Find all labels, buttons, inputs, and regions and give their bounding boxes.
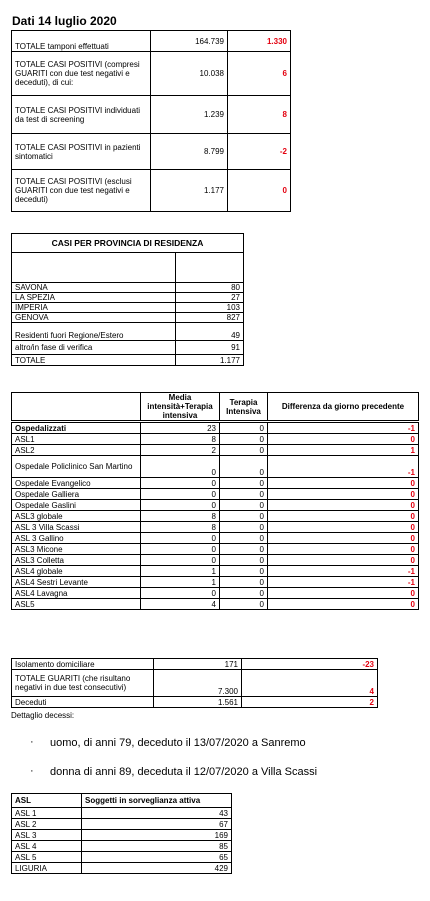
table-row bbox=[12, 697, 378, 708]
deaths-heading: Dettaglio decessi: bbox=[11, 711, 75, 720]
hospital-media: 0 bbox=[141, 544, 220, 555]
hospital-diff: 0 bbox=[268, 522, 419, 533]
province-label: Residenti fuori Regione/Estero bbox=[12, 323, 176, 341]
hospital-diff: 0 bbox=[268, 588, 419, 599]
summary-value: 8.799 bbox=[151, 134, 228, 170]
summary-label: TOTALE CASI POSITIVI (compresi GUARITI con due test negativi e deceduti), di cui: bbox=[12, 52, 151, 96]
hospital-table bbox=[11, 392, 419, 421]
table-row bbox=[12, 293, 244, 303]
hospital-diff: 0 bbox=[268, 533, 419, 544]
status-value: 171 bbox=[154, 659, 242, 670]
hospital-diff: 0 bbox=[268, 599, 419, 610]
hospital-media: 1 bbox=[141, 566, 220, 577]
page-title: Dati 14 luglio 2020 bbox=[12, 14, 117, 28]
header-media: Media intensità+Terapia intensiva bbox=[141, 393, 220, 421]
table-row bbox=[12, 577, 419, 588]
hospital-label: ASL3 Micone bbox=[12, 544, 141, 555]
status-label: TOTALE GUARITI (che risultano negativi in due test consecutivi) bbox=[12, 670, 154, 697]
hospital-media: 0 bbox=[141, 489, 220, 500]
hospital-ti: 0 bbox=[220, 555, 268, 566]
province-value: 827 bbox=[176, 313, 244, 323]
table-row bbox=[12, 841, 232, 852]
hospital-media: 0 bbox=[141, 533, 220, 544]
table-row bbox=[12, 393, 419, 421]
asl-label: ASL 4 bbox=[12, 841, 82, 852]
hospital-ti: 0 bbox=[220, 456, 268, 478]
status-label: Isolamento domiciliare bbox=[12, 659, 154, 670]
hospital-label: ASL 3 Gallino bbox=[12, 533, 141, 544]
hospital-diff: -1 bbox=[268, 456, 419, 478]
hospital-media: 4 bbox=[141, 599, 220, 610]
table-row bbox=[12, 303, 244, 313]
table-row bbox=[12, 170, 291, 212]
table-row bbox=[12, 96, 291, 134]
summary-value: 1.239 bbox=[151, 96, 228, 134]
province-label: LA SPEZIA bbox=[12, 293, 176, 303]
summary-diff: -2 bbox=[228, 134, 291, 170]
hospital-label: Ospedale Policlinico San Martino bbox=[12, 456, 141, 478]
table-row bbox=[12, 819, 232, 830]
table-row bbox=[12, 852, 232, 863]
hospital-ti: 0 bbox=[220, 500, 268, 511]
hospital-label: ASL5 bbox=[12, 599, 141, 610]
hospital-diff: 1 bbox=[268, 445, 419, 456]
summary-label: TOTALE tamponi effettuati bbox=[12, 31, 151, 52]
hospital-diff: -1 bbox=[268, 423, 419, 434]
table-row bbox=[12, 544, 419, 555]
table-row bbox=[12, 253, 244, 283]
hospital-media: 8 bbox=[141, 511, 220, 522]
table-row bbox=[12, 588, 419, 599]
hospital-diff: 0 bbox=[268, 511, 419, 522]
province-value: 80 bbox=[176, 283, 244, 293]
hospital-diff: 0 bbox=[268, 434, 419, 445]
summary-diff: 6 bbox=[228, 52, 291, 96]
province-table bbox=[11, 233, 244, 366]
hospital-label: ASL3 Colletta bbox=[12, 555, 141, 566]
status-diff: 4 bbox=[242, 670, 378, 697]
hospital-ti: 0 bbox=[220, 478, 268, 489]
province-label: IMPERIA bbox=[12, 303, 176, 313]
table-row bbox=[12, 323, 244, 341]
asl-value: 67 bbox=[82, 819, 232, 830]
province-value: 27 bbox=[176, 293, 244, 303]
hospital-media: 0 bbox=[141, 588, 220, 599]
hospital-label: ASL1 bbox=[12, 434, 141, 445]
province-label: TOTALE bbox=[12, 355, 176, 366]
hospital-label: Ospedale Evangelico bbox=[12, 478, 141, 489]
province-heading: CASI PER PROVINCIA DI RESIDENZA bbox=[12, 234, 244, 253]
table-row bbox=[12, 555, 419, 566]
asl-label: ASL 5 bbox=[12, 852, 82, 863]
asl-label: ASL 1 bbox=[12, 808, 82, 819]
hospital-diff: 0 bbox=[268, 544, 419, 555]
province-label: GENOVA bbox=[12, 313, 176, 323]
death-bullet-icon: · bbox=[30, 736, 34, 748]
header-count: Soggetti in sorveglianza attiva bbox=[82, 794, 232, 808]
asl-value: 429 bbox=[82, 863, 232, 874]
hospital-media: 0 bbox=[141, 478, 220, 489]
province-label: SAVONA bbox=[12, 283, 176, 293]
hospital-diff: -1 bbox=[268, 566, 419, 577]
table-row bbox=[12, 31, 291, 52]
hospital-media: 1 bbox=[141, 577, 220, 588]
asl-value: 85 bbox=[82, 841, 232, 852]
hospital-ti: 0 bbox=[220, 489, 268, 500]
hospital-label: ASL3 globale bbox=[12, 511, 141, 522]
status-value: 7.300 bbox=[154, 670, 242, 697]
province-value: 1.177 bbox=[176, 355, 244, 366]
summary-label: TOTALE CASI POSITIVI individuati da test di screening bbox=[12, 96, 151, 134]
table-row bbox=[12, 511, 419, 522]
table-row bbox=[12, 434, 419, 445]
table-row bbox=[12, 52, 291, 96]
table-row bbox=[12, 456, 419, 478]
table-row bbox=[12, 599, 419, 610]
table-row bbox=[12, 283, 244, 293]
status-diff: 2 bbox=[242, 697, 378, 708]
hospital-ti: 0 bbox=[220, 423, 268, 434]
hospital-diff: 0 bbox=[268, 489, 419, 500]
asl-label: ASL 3 bbox=[12, 830, 82, 841]
header-asl: ASL bbox=[12, 794, 82, 808]
hospital-diff: 0 bbox=[268, 478, 419, 489]
hospital-ti: 0 bbox=[220, 544, 268, 555]
hospital-label: Ospedalizzati bbox=[12, 423, 141, 434]
table-row bbox=[12, 566, 419, 577]
hospital-label: Ospedale Galliera bbox=[12, 489, 141, 500]
hospital-label: ASL4 globale bbox=[12, 566, 141, 577]
hospital-media: 0 bbox=[141, 555, 220, 566]
hospital-media: 23 bbox=[141, 423, 220, 434]
table-row bbox=[12, 794, 232, 808]
hospital-ti: 0 bbox=[220, 588, 268, 599]
hospital-diff: 0 bbox=[268, 555, 419, 566]
hospital-label: ASL 3 Villa Scassi bbox=[12, 522, 141, 533]
province-label: altro/in fase di verifica bbox=[12, 341, 176, 355]
summary-label: TOTALE CASI POSITIVI in pazienti sintomatici bbox=[12, 134, 151, 170]
asl-value: 65 bbox=[82, 852, 232, 863]
hospital-ti: 0 bbox=[220, 577, 268, 588]
table-row bbox=[12, 234, 244, 253]
hospital-label: Ospedale Gaslini bbox=[12, 500, 141, 511]
summary-table bbox=[11, 30, 291, 212]
summary-diff: 1.330 bbox=[228, 31, 291, 52]
header-terapia: Terapia Intensiva bbox=[220, 393, 268, 421]
death-item: donna di anni 89, deceduta il 12/07/2020 a Villa Scassi bbox=[50, 766, 318, 778]
hospital-label: ASL2 bbox=[12, 445, 141, 456]
hospital-ti: 0 bbox=[220, 445, 268, 456]
hospital-ti: 0 bbox=[220, 434, 268, 445]
hospital-media: 0 bbox=[141, 500, 220, 511]
hospital-diff: 0 bbox=[268, 500, 419, 511]
asl-table bbox=[11, 793, 232, 874]
table-row bbox=[12, 670, 378, 697]
summary-diff: 8 bbox=[228, 96, 291, 134]
asl-label: LIGURIA bbox=[12, 863, 82, 874]
hospital-media: 8 bbox=[141, 522, 220, 533]
hospital-ti: 0 bbox=[220, 511, 268, 522]
header-diff: Differenza da giorno precedente bbox=[268, 393, 419, 421]
table-row bbox=[12, 423, 419, 434]
summary-diff: 0 bbox=[228, 170, 291, 212]
hospital-media: 8 bbox=[141, 434, 220, 445]
hospital-label: ASL4 Sestri Levante bbox=[12, 577, 141, 588]
hospital-ti: 0 bbox=[220, 522, 268, 533]
hospital-ti: 0 bbox=[220, 533, 268, 544]
hospital-ti: 0 bbox=[220, 599, 268, 610]
province-value: 103 bbox=[176, 303, 244, 313]
death-item: uomo, di anni 79, deceduto il 13/07/2020 a Sanremo bbox=[50, 737, 306, 749]
table-row bbox=[12, 533, 419, 544]
summary-value: 1.177 bbox=[151, 170, 228, 212]
asl-value: 169 bbox=[82, 830, 232, 841]
table-row bbox=[12, 522, 419, 533]
province-value: 91 bbox=[176, 341, 244, 355]
table-row bbox=[12, 659, 378, 670]
table-row bbox=[12, 313, 244, 323]
table-row bbox=[12, 863, 232, 874]
hospital-media: 0 bbox=[141, 456, 220, 478]
asl-label: ASL 2 bbox=[12, 819, 82, 830]
status-diff: -23 bbox=[242, 659, 378, 670]
summary-value: 164.739 bbox=[151, 31, 228, 52]
hospital-diff: -1 bbox=[268, 577, 419, 588]
status-value: 1.561 bbox=[154, 697, 242, 708]
table-row bbox=[12, 830, 232, 841]
table-row bbox=[12, 445, 419, 456]
table-row bbox=[12, 478, 419, 489]
table-row bbox=[12, 355, 244, 366]
table-row bbox=[12, 134, 291, 170]
table-row bbox=[12, 489, 419, 500]
province-value: 49 bbox=[176, 323, 244, 341]
death-bullet-icon: · bbox=[30, 765, 34, 777]
status-table bbox=[11, 658, 378, 708]
table-row bbox=[12, 341, 244, 355]
summary-value: 10.038 bbox=[151, 52, 228, 96]
status-label: Deceduti bbox=[12, 697, 154, 708]
table-row bbox=[12, 500, 419, 511]
hospital-rows bbox=[11, 422, 419, 610]
summary-label: TOTALE CASI POSITIVI (esclusi GUARITI con due test negativi e deceduti) bbox=[12, 170, 151, 212]
hospital-label: ASL4 Lavagna bbox=[12, 588, 141, 599]
asl-value: 43 bbox=[82, 808, 232, 819]
hospital-ti: 0 bbox=[220, 566, 268, 577]
hospital-media: 2 bbox=[141, 445, 220, 456]
table-row bbox=[12, 808, 232, 819]
